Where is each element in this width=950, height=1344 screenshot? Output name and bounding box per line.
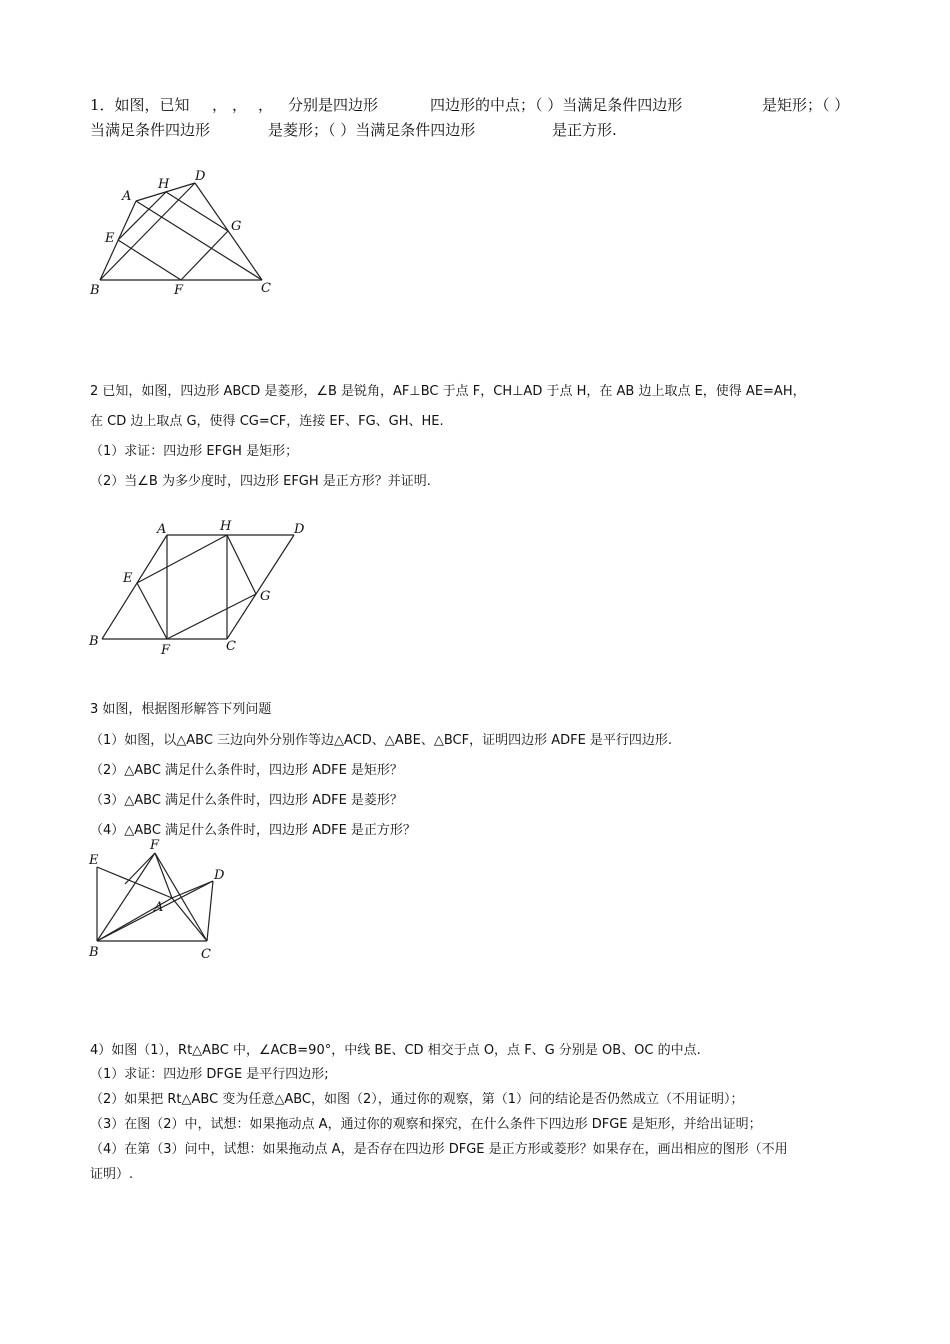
q1-text-1e: 分别是四边形 [288,96,379,114]
q3-title: 3 如图，根据图形解答下列问题 [90,702,272,717]
q1-label-d: D [195,169,206,184]
q3-part-1: （1）如图，以△ABC 三边向外分别作等边△ACD、△ABE、△BCF，证明四边形 ADFE 是平行四边形. [90,733,673,748]
q1-text-1c: ， [232,96,248,114]
q3-edge-ea [97,867,172,898]
q3-label-d: D [214,868,225,883]
q2-label-g: G [260,589,271,604]
q1-label-a: A [122,189,132,204]
q1-label-b: B [90,283,100,298]
q1-label-e: E [105,231,115,246]
q4-part-4: （4）在第（3）问中，试想：如果拖动点 A，是否存在四边形 DFGE 是正方形或菱形？如果存在，画出相应的图形（不用 [90,1142,788,1157]
q3-label-c: C [201,947,211,962]
q2-part-2: （2）当∠B 为多少度时，四边形 EFGH 是正方形？并证明. [90,474,431,489]
q4-part-1: （1）求证：四边形 DFGE 是平行四边形; [90,1067,329,1082]
q2-label-f: F [161,643,171,658]
q3-label-a: A [154,900,164,915]
q1-text-1f: 四边形的中点；（ ）当满足条件四边形 [430,96,683,114]
q2-label-h: H [220,519,232,534]
q2-label-c: C [226,639,236,654]
q3-part-3: （3）△ABC 满足什么条件时，四边形 ADFE 是菱形？ [90,793,403,808]
q1-label-g: G [231,219,242,234]
q1-label-h: H [158,177,170,192]
q4-part-2: （2）如果把 Rt△ABC 变为任意△ABC，如图（2），通过你的观察，第（1）问的结论是否仍然成立（不用证明）； [90,1092,744,1107]
q3-edge-fa [155,853,172,898]
q3-edge-dc [207,881,213,941]
q2-label-e: E [123,571,133,586]
q4-part-3: （3）在图（2）中，试想：如果拖动点 A，通过你的观察和探究，在什么条件下四边形 DFGE 是矩形，并给出证明； [90,1117,762,1132]
q1-text-1d: ， [258,96,274,114]
q4-part-4-cont: 证明）. [90,1167,134,1182]
q1-label-f: F [174,283,184,298]
q3-edge-ac [172,898,207,941]
q3-part-2: （2）△ABC 满足什么条件时，四边形 ADFE 是矩形？ [90,763,403,778]
q2-label-b: B [89,634,99,649]
q1-text-2a: 当满足条件四边形 [90,121,211,139]
q4-line-1: 4）如图（1），Rt△ABC 中，∠ACB=90°，中线 BE、CD 相交于点 O，点 F、G 分别是 OB、OC 的中点. [90,1043,701,1058]
q2-part-1: （1）求证：四边形 EFGH 是矩形； [90,444,299,459]
q3-label-e: E [89,853,99,868]
q1-text-1a: 1．如图，已知 [90,96,190,114]
q3-edge-fe [125,853,155,884]
q3-label-f: F [150,838,160,853]
q1-label-c: C [261,281,271,296]
q1-text-1g: 是矩形；（ ） [762,96,850,114]
q1-text-1b: ， [212,96,228,114]
q3-edge-bf [97,853,155,941]
q3-part-4: （4）△ABC 满足什么条件时，四边形 ADFE 是正方形？ [90,823,416,838]
q2-line-2: 在 CD 边上取点 G，使得 CG=CF，连接 EF、FG、GH、HE. [90,414,444,429]
q3-label-b: B [89,945,99,960]
q2-label-a: A [157,522,167,537]
q2-label-d: D [294,522,305,537]
q2-line-1: 2 已知，如图，四边形 ABCD 是菱形，∠B 是锐角，AF⊥BC 于点 F，CH⊥AD 于点 H，在 AB 边上取点 E，使得 AE=AH， [90,384,806,399]
q1-text-2b: 是菱形；（ ）当满足条件四边形 [268,121,476,139]
q1-text-2c: 是正方形. [552,121,617,139]
